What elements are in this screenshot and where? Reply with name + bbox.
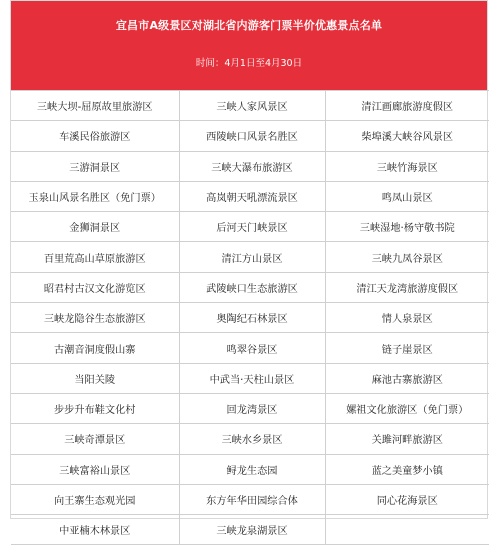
scenic-spot-cell: 武陵峡口生态旅游区 (179, 272, 325, 302)
scenic-spot-cell (325, 515, 489, 545)
scenic-list-card (10, 0, 488, 538)
scenic-spot-cell: 后河天门峡景区 (179, 212, 325, 242)
scenic-spot-cell: 三峡大坝-屈原故里旅游区 (11, 91, 179, 121)
scenic-spot-cell: 三峡奇潭景区 (11, 424, 179, 454)
scenic-spot-cell: 西陵峡口风景名胜区 (179, 121, 325, 151)
table-row (11, 151, 489, 181)
time-range: 时间：4月1日至4月30日 (195, 58, 303, 69)
scenic-spot-cell: 鸣翠谷景区 (179, 333, 325, 363)
table-row (11, 424, 489, 454)
scenic-spot-cell: 回龙湾景区 (179, 393, 325, 423)
scenic-spot-cell: 三峡竹海景区 (325, 151, 489, 181)
table-row (11, 91, 489, 121)
table-row (11, 242, 489, 272)
scenic-spot-cell: 柴埠溪大峡谷风景区 (325, 121, 489, 151)
scenic-spot-cell: 向王寨生态观光园 (11, 484, 179, 514)
scenic-spot-cell: 三峡大瀑布旅游区 (179, 151, 325, 181)
scenic-spot-cell: 嫘祖文化旅游区（免门票） (325, 393, 489, 423)
scenic-spot-cell: 三峡龙隐谷生态旅游区 (11, 303, 179, 333)
table-row (11, 121, 489, 151)
table-row (11, 515, 489, 545)
scenic-spot-cell: 链子崖景区 (325, 333, 489, 363)
scenic-spot-cell: 金狮洞景区 (11, 212, 179, 242)
scenic-spot-cell: 当阳关陵 (11, 363, 179, 393)
scenic-spots-table (11, 90, 489, 545)
table-row (11, 484, 489, 514)
scenic-spot-cell: 关雎河畔旅游区 (325, 424, 489, 454)
scenic-spot-cell: 中武当·天柱山景区 (179, 363, 325, 393)
scenic-spot-cell: 车溪民俗旅游区 (11, 121, 179, 151)
table-row (11, 454, 489, 484)
scenic-spot-cell: 奥陶纪石林景区 (179, 303, 325, 333)
scenic-spot-cell: 步步升布鞋文化村 (11, 393, 179, 423)
scenic-spot-cell: 三峡九凤谷景区 (325, 242, 489, 272)
table-row (11, 303, 489, 333)
scenic-spot-cell: 清江画廊旅游度假区 (325, 91, 489, 121)
scenic-spot-cell: 鲟龙生态园 (179, 454, 325, 484)
scenic-spot-cell: 清江天龙湾旅游度假区 (325, 272, 489, 302)
scenic-spot-cell: 三峡湿地·杨守敬书院 (325, 212, 489, 242)
scenic-spot-cell: 三峡龙泉湖景区 (179, 515, 325, 545)
scenic-spot-cell: 同心花海景区 (325, 484, 489, 514)
scenic-spot-cell: 中亚楠木林景区 (11, 515, 179, 545)
page-title: 宜昌市A级景区对湖北省内游客门票半价优惠景点名单 (115, 19, 383, 32)
scenic-spot-cell: 三游洞景区 (11, 151, 179, 181)
table-row (11, 333, 489, 363)
table-row (11, 212, 489, 242)
table-row (11, 181, 489, 211)
table-row (11, 272, 489, 302)
scenic-spot-cell: 古潮音洞度假山寨 (11, 333, 179, 363)
scenic-spot-cell: 情人泉景区 (325, 303, 489, 333)
scenic-spot-cell: 百里荒高山草原旅游区 (11, 242, 179, 272)
scenic-spot-cell: 鸣凤山景区 (325, 181, 489, 211)
header-banner (11, 1, 487, 90)
table-row (11, 393, 489, 423)
scenic-spot-cell: 东方年华田园综合体 (179, 484, 325, 514)
scenic-spot-cell: 三峡人家风景区 (179, 91, 325, 121)
scenic-spot-cell: 蓝之美童梦小镇 (325, 454, 489, 484)
scenic-spot-cell: 三峡富裕山景区 (11, 454, 179, 484)
scenic-spot-cell: 麻池古寨旅游区 (325, 363, 489, 393)
table-row (11, 363, 489, 393)
scenic-spot-cell: 玉泉山风景名胜区（免门票） (11, 181, 179, 211)
scenic-spot-cell: 清江方山景区 (179, 242, 325, 272)
scenic-spot-cell: 昭君村古汉文化游览区 (11, 272, 179, 302)
scenic-spot-cell: 三峡水乡景区 (179, 424, 325, 454)
scenic-spot-cell: 高岚朝天吼漂流景区 (179, 181, 325, 211)
